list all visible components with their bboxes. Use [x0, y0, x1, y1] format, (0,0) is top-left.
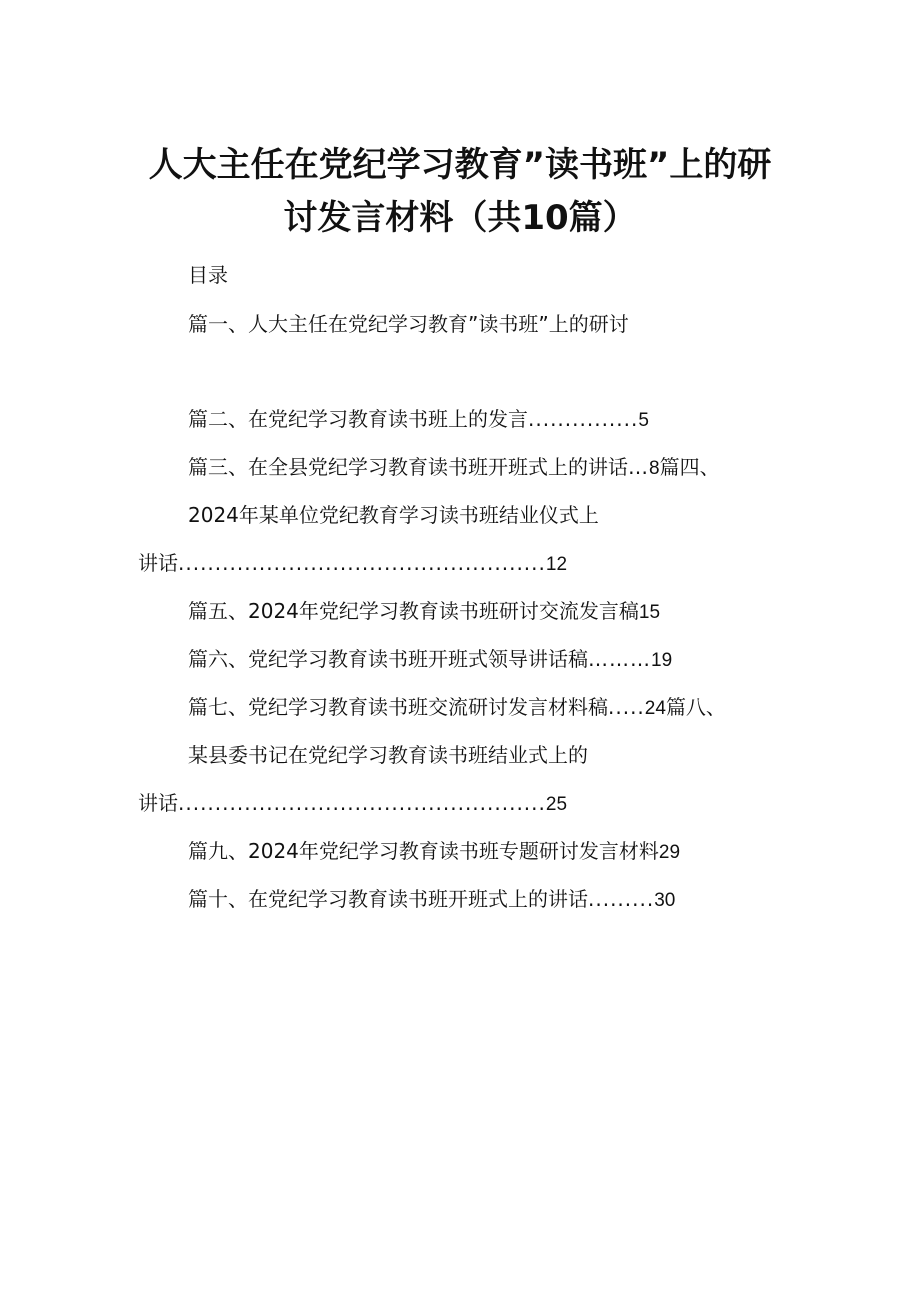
toc-entry-6[interactable]	[188, 647, 672, 673]
toc-page-number: 12	[545, 554, 568, 575]
toc-page-number: 29	[658, 842, 681, 863]
toc-entry-text: 篇二、在党纪学习教育读书班上的发言	[188, 407, 528, 431]
toc-entry-text: 篇十、在党纪学习教育读书班开班式上的讲话	[188, 887, 588, 911]
toc-page-number: 25	[545, 794, 568, 815]
toc-leader-dots: .........	[588, 887, 655, 911]
toc-entry-text: 篇七、党纪学习教育读书班交流研讨发言材料稿	[188, 695, 608, 719]
toc-entry-text: 篇六、党纪学习教育读书班开班式领导讲话稿	[188, 647, 588, 671]
toc-page-number: 24	[644, 698, 666, 719]
toc-entry-text: 篇九、2024年党纪学习教育读书班专题研讨发言材料	[188, 839, 659, 863]
toc-entry-4-line-2[interactable]	[138, 551, 567, 577]
toc-entry-1[interactable]	[188, 312, 629, 336]
toc-entry-2[interactable]	[188, 407, 649, 433]
toc-entry-text: 篇一、人大主任在党纪学习教育”读书班”上的研讨	[188, 312, 629, 336]
toc-entry-text: 讲话	[138, 551, 178, 575]
toc-entry-text: 篇三、在全县党纪学习教育读书班开班式上的讲话	[188, 455, 628, 479]
toc-leader-dots: ..................................................	[178, 551, 546, 575]
toc-entry-8-line-1[interactable]	[188, 743, 588, 767]
toc-leader-dots: ..................................................	[178, 791, 546, 815]
toc-page-number: 30	[654, 890, 676, 911]
toc-page-number: 8	[649, 458, 660, 479]
toc-entry-tail: 篇四、	[659, 455, 720, 479]
toc-entry-text: 讲话	[138, 791, 178, 815]
toc-page-number: 5	[638, 410, 649, 431]
toc-entry-9[interactable]	[188, 839, 680, 865]
toc-heading: 目录	[188, 263, 228, 287]
document-title-line-1: 人大主任在党纪学习教育”读书班”上的研	[148, 145, 772, 185]
toc-entry-text: 2024年某单位党纪教育学习读书班结业仪式上	[188, 503, 599, 527]
toc-entry-text: 某县委书记在党纪学习教育读书班结业式上的	[188, 743, 588, 767]
toc-leader-dots: ...............	[528, 407, 639, 431]
toc-entry-5[interactable]	[188, 599, 660, 625]
toc-entry-7[interactable]	[188, 695, 726, 721]
toc-leader-dots: .....	[608, 695, 645, 719]
toc-leader-dots: …	[628, 455, 649, 479]
toc-entry-10[interactable]	[188, 887, 675, 913]
toc-entry-4-line-1[interactable]	[188, 503, 599, 527]
toc-entry-3[interactable]	[188, 455, 720, 481]
toc-entry-text: 篇五、2024年党纪学习教育读书班研讨交流发言稿	[188, 599, 639, 623]
toc-page-number: 15	[638, 602, 661, 623]
toc-page-number: 19	[651, 650, 673, 671]
toc-entry-8-line-2[interactable]	[138, 791, 567, 817]
toc-leader-dots: ………	[588, 647, 651, 671]
document-title-line-2: 讨发言材料（共10篇）	[283, 198, 637, 238]
toc-entry-tail: 篇八、	[665, 695, 726, 719]
